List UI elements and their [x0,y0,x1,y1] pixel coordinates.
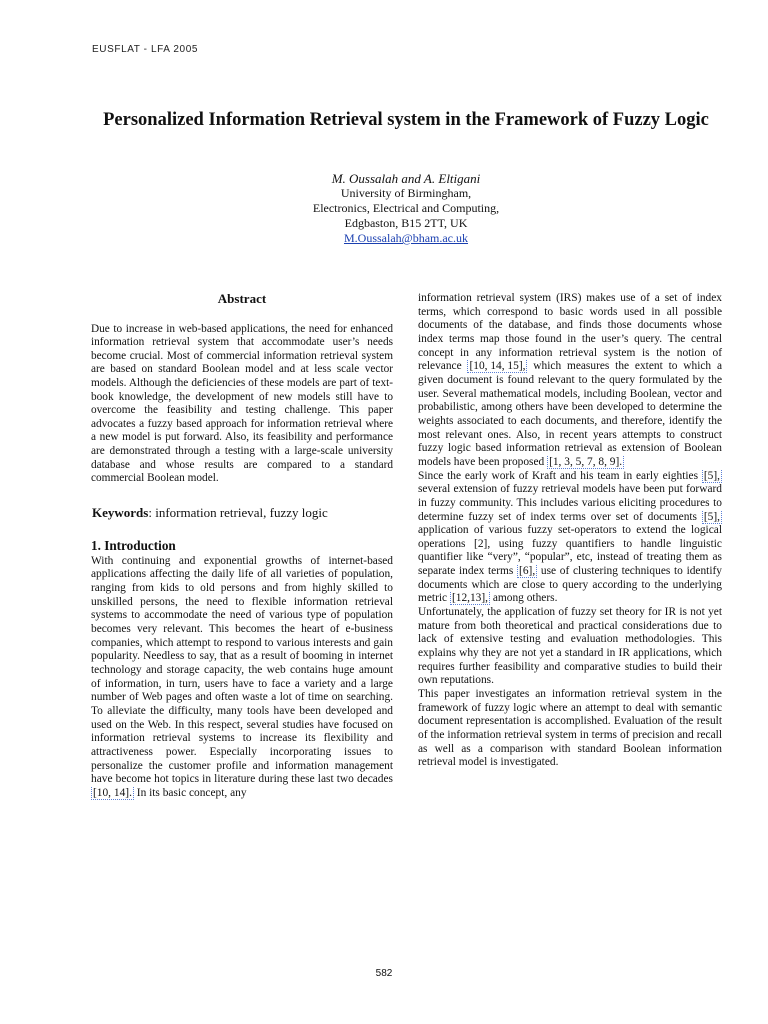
body-paragraph: Unfortunately, the application of fuzzy set theory for IR is not yet mature from both theoretical and practical considerations due to lack of extensive testing and evaluation methodologies. This explains why they are not yet a standard in IR applications, which requires further feasibility and comparative studies to build their own reputations. [418,606,722,687]
affiliation-line: Edgbaston, B15 2TT, UK [344,216,468,230]
abstract-heading: Abstract [217,291,267,306]
author-block [200,171,612,246]
body-text: information retrieval system (IRS) makes use of a set of index terms, which correspond to basic words used in all possible documents of the database, and finds those documents whose index terms map those found in the user’s query. The central concept in any information retrieval system is the notion of relevance [418,292,722,373]
citation-link[interactable]: [6], [519,565,536,578]
body-paragraph [418,470,722,607]
intro-text: With continuing and exponential growths of internet-based applications affecting the daily life of all varieties of population, ranging from kids to old persons and from highly skilled to unskilled persons, the need to flexible information retrieval systems to accommodate the need of various type of population becomes very relevant. This becomes the heart of e-business companies, which attempt to respond to various interests and gain popularity. Needless to say, that as a result of booming in internet technology and storage capacity, the web contains huge amount of information, in turn, users have to face a variety and a large number of Web pages and often waste a lot of time on searching. To alleviate the difficulty, many tools have been developed and used on the Web. In this respect, several studies have focused on information retrieval systems to increase its flexibility and attractiveness power. Especially incorporating issues to personalize the customer profile and information management have become hot topics in literature during these last two decades [91,554,393,786]
citation-link[interactable]: [10, 14, 15], [469,360,526,373]
citation-link[interactable]: [5], [703,510,720,523]
keywords-text: : information retrieval, fuzzy logic [148,504,328,520]
left-column [91,292,393,801]
citation-link[interactable]: [5], [703,469,720,482]
citation-link[interactable]: [10, 14]. [93,786,132,799]
author-names: M. Oussalah and A. Eltigani [331,171,481,186]
body-text: application of various fuzzy set-operators to extend the logical operations [2], using fuzzy quantifiers to handle linguistic quantifier like “very”, “popular”, etc, instead of treating them as separate index terms [418,524,722,578]
author-email-link[interactable]: M.Oussalah@bham.ac.uk [343,231,469,245]
body-paragraph [418,292,722,470]
citation-link[interactable]: [1, 3, 5, 7, 8, 9]. [549,455,623,468]
body-text: which measures the extent to which a given document is found relevant to the query formulated by the user. Several mathematical models, including Boolean, vector and probabilistic, among others have been developed to determine the weights associated to each documents, and therefore, identify the most relevant ones. Also, in recent years attempts to construct fuzzy logic based information retrieval as extension of Boolean models have been proposed [418,360,722,468]
keywords-label: Keywords [92,504,149,520]
section-heading-introduction: 1. Introduction [91,537,176,553]
body-text: among others. [490,592,558,605]
running-header: EUSFLAT - LFA 2005 [92,44,199,55]
keywords-line [92,505,393,520]
abstract-text: Due to increase in web-based applications, the need for enhanced information retrieval system that accommodate user’s needs become crucial. Most of commercial information retrieval system are based on standard Boolean model and at less scale vector models. Although the deficiencies of these models are part of text-book knowledge, the development of new models still have to overcome the feasibility and testing challenge. This paper advocates a fuzzy based approach for information retrieval where a new model is put forward. Also, its feasibility and performance are demonstrated through a testing with a large-scale university database and whose results are compared to a standard commercial Boolean model. [91,322,393,485]
citation-link[interactable]: [12,13], [451,592,489,605]
affiliation-line: University of Birmingham, [340,186,472,200]
page-number: 582 [375,968,393,979]
body-text: Since the early work of Kraft and his team in early eighties [418,469,702,482]
intro-paragraph [91,555,393,801]
paper-title: Personalized Information Retrieval system in the Framework of Fuzzy Logic [103,110,709,130]
affiliation-line: Electronics, Electrical and Computing, [312,201,500,215]
body-paragraph: This paper investigates an information retrieval system in the framework of fuzzy logic where an attempt to deal with semantic document representation is accomplished. Evaluation of the result of the information retrieval system in terms of precision and recall as well as a comparison with standard Boolean information retrieval model is investigated. [418,688,722,769]
right-column [418,292,722,770]
body-text: several extension of fuzzy retrieval models have been put forward in fuzzy community. This includes various eliciting procedures to determine fuzzy set of index terms over set of documents [418,483,722,523]
intro-text: In its basic concept, any [133,786,247,799]
body-text: use of clustering techniques to identify documents which are close to query according to the underlying metric [418,565,722,605]
